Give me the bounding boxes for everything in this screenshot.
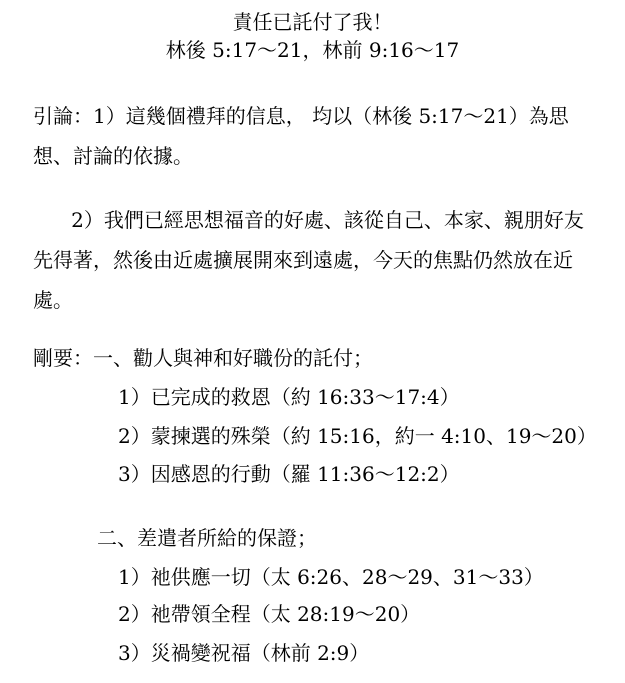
title-main: 責任已託付了我！ — [232, 10, 393, 34]
outline-section2-item-3: 3）災禍變祝福（林前 2:9） — [118, 641, 370, 665]
outline-section2-item-1: 1）祂供應一切（太 6:26、28～29、31～33） — [118, 565, 544, 589]
outline-heading: 剛要：一、勸人與神和好職份的託付； — [33, 346, 373, 370]
sermon-title — [0, 8, 625, 64]
outline-section2-heading: 二、差遣者所給的保證； — [97, 526, 317, 550]
outline-section1-item-1: 1）已完成的救恩（約 16:33～17:4） — [118, 385, 460, 409]
intro-paragraph-1: 引論：1）這幾個禮拜的信息， 均以（林後 5:17～21）為思想、討論的依據。 — [33, 104, 569, 168]
outline-section1-item-3: 3）因感恩的行動（羅 11:36～12:2） — [118, 462, 460, 486]
intro-paragraph-2: 2）我們已經思想福音的好處、該從自己、本家、親朋好友先得著，然後由近處擴展開來到遠處，今天的焦點仍然放在近處。 — [33, 208, 584, 312]
outline-section1-item-2: 2）蒙揀選的殊榮（約 15:16，約一 4:10、19～20） — [118, 424, 597, 448]
title-scripture-reference: 林後 5:17～21，林前 9:16～17 — [165, 38, 460, 62]
outline-section2-item-2: 2）祂帶領全程（太 28:19～20） — [118, 602, 421, 626]
